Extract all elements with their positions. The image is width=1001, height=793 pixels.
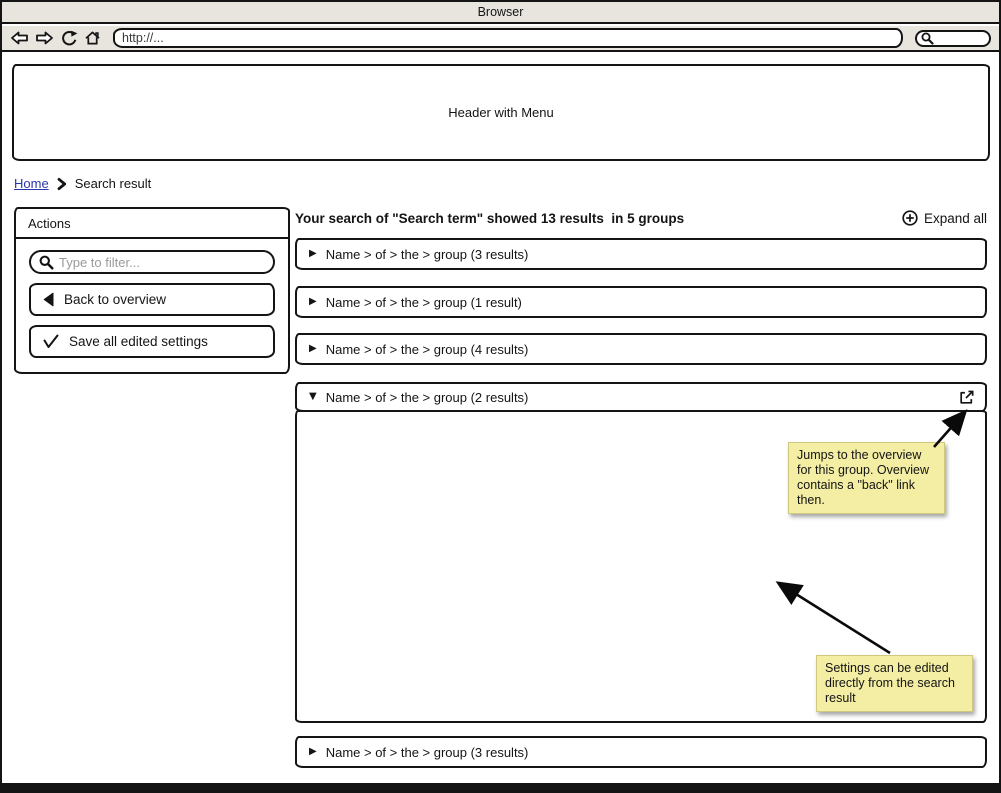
back-to-overview-button[interactable]	[29, 283, 275, 316]
result-group-label: Name > of > the > group (3 results)	[325, 744, 529, 760]
result-group-2[interactable]	[295, 286, 987, 318]
window-titlebar	[2, 2, 999, 24]
save-all-settings-label: Save all edited settings	[69, 334, 208, 349]
check-icon	[43, 334, 59, 349]
browser-toolbar	[2, 26, 999, 52]
triangle-right-icon: ▶	[309, 343, 317, 354]
triangle-right-icon: ▶	[309, 746, 317, 757]
home-icon[interactable]	[84, 30, 101, 46]
annotation-note-edit	[816, 655, 973, 712]
window-title: Browser	[477, 5, 524, 19]
search-icon	[39, 255, 54, 270]
annotation-note-jump	[788, 442, 945, 514]
page-header	[12, 64, 990, 161]
back-to-overview-label: Back to overview	[64, 292, 167, 307]
filter-field[interactable]	[29, 250, 275, 274]
jump-to-group-overview-icon[interactable]	[958, 389, 975, 409]
annotation-note-jump-text: Jumps to the overview for this group. Overview contains a "back" link then.	[797, 448, 929, 507]
filter-input[interactable]	[59, 255, 265, 270]
breadcrumb	[14, 175, 151, 192]
result-group-4-expanded[interactable]	[295, 382, 987, 412]
expand-all-label: Expand all	[923, 210, 987, 226]
actions-panel-body	[16, 239, 288, 369]
result-group-label: Name > of > the > group (1 result)	[325, 294, 522, 310]
breadcrumb-home-link[interactable]: Home	[14, 176, 49, 191]
browser-search-input[interactable]	[934, 32, 984, 44]
triangle-down-icon: ▼	[309, 391, 317, 402]
save-all-settings-button[interactable]	[29, 325, 275, 358]
actions-panel	[14, 207, 290, 374]
annotation-note-edit-text: Settings can be edited directly from the search result	[825, 661, 955, 705]
result-group-label: Name > of > the > group (2 results)	[325, 389, 529, 405]
circle-plus-icon	[902, 210, 918, 226]
result-group-label: Name > of > the > group (3 results)	[325, 246, 529, 262]
chevron-right-icon	[57, 177, 67, 191]
back-icon[interactable]	[10, 30, 29, 46]
results-summary: Your search of "Search term" showed 13 results in 5 groups	[295, 210, 685, 226]
result-group-1[interactable]	[295, 238, 987, 270]
forward-icon[interactable]	[35, 30, 54, 46]
triangle-right-icon: ▶	[309, 248, 317, 259]
window-bottom-frame	[2, 783, 999, 791]
result-group-5[interactable]	[295, 736, 987, 768]
expand-all-button[interactable]	[902, 210, 987, 226]
triangle-right-icon: ▶	[309, 296, 317, 307]
breadcrumb-current: Search result	[74, 176, 152, 191]
search-icon	[921, 32, 934, 45]
url-input[interactable]	[113, 28, 903, 48]
results-header	[295, 206, 987, 230]
triangle-left-icon	[43, 292, 54, 307]
actions-panel-title: Actions	[16, 209, 288, 239]
browser-search-box[interactable]	[915, 30, 991, 47]
page-header-label: Header with Menu	[448, 105, 554, 120]
result-group-label: Name > of > the > group (4 results)	[325, 341, 529, 357]
result-group-3[interactable]	[295, 333, 987, 365]
refresh-icon[interactable]	[60, 30, 78, 47]
